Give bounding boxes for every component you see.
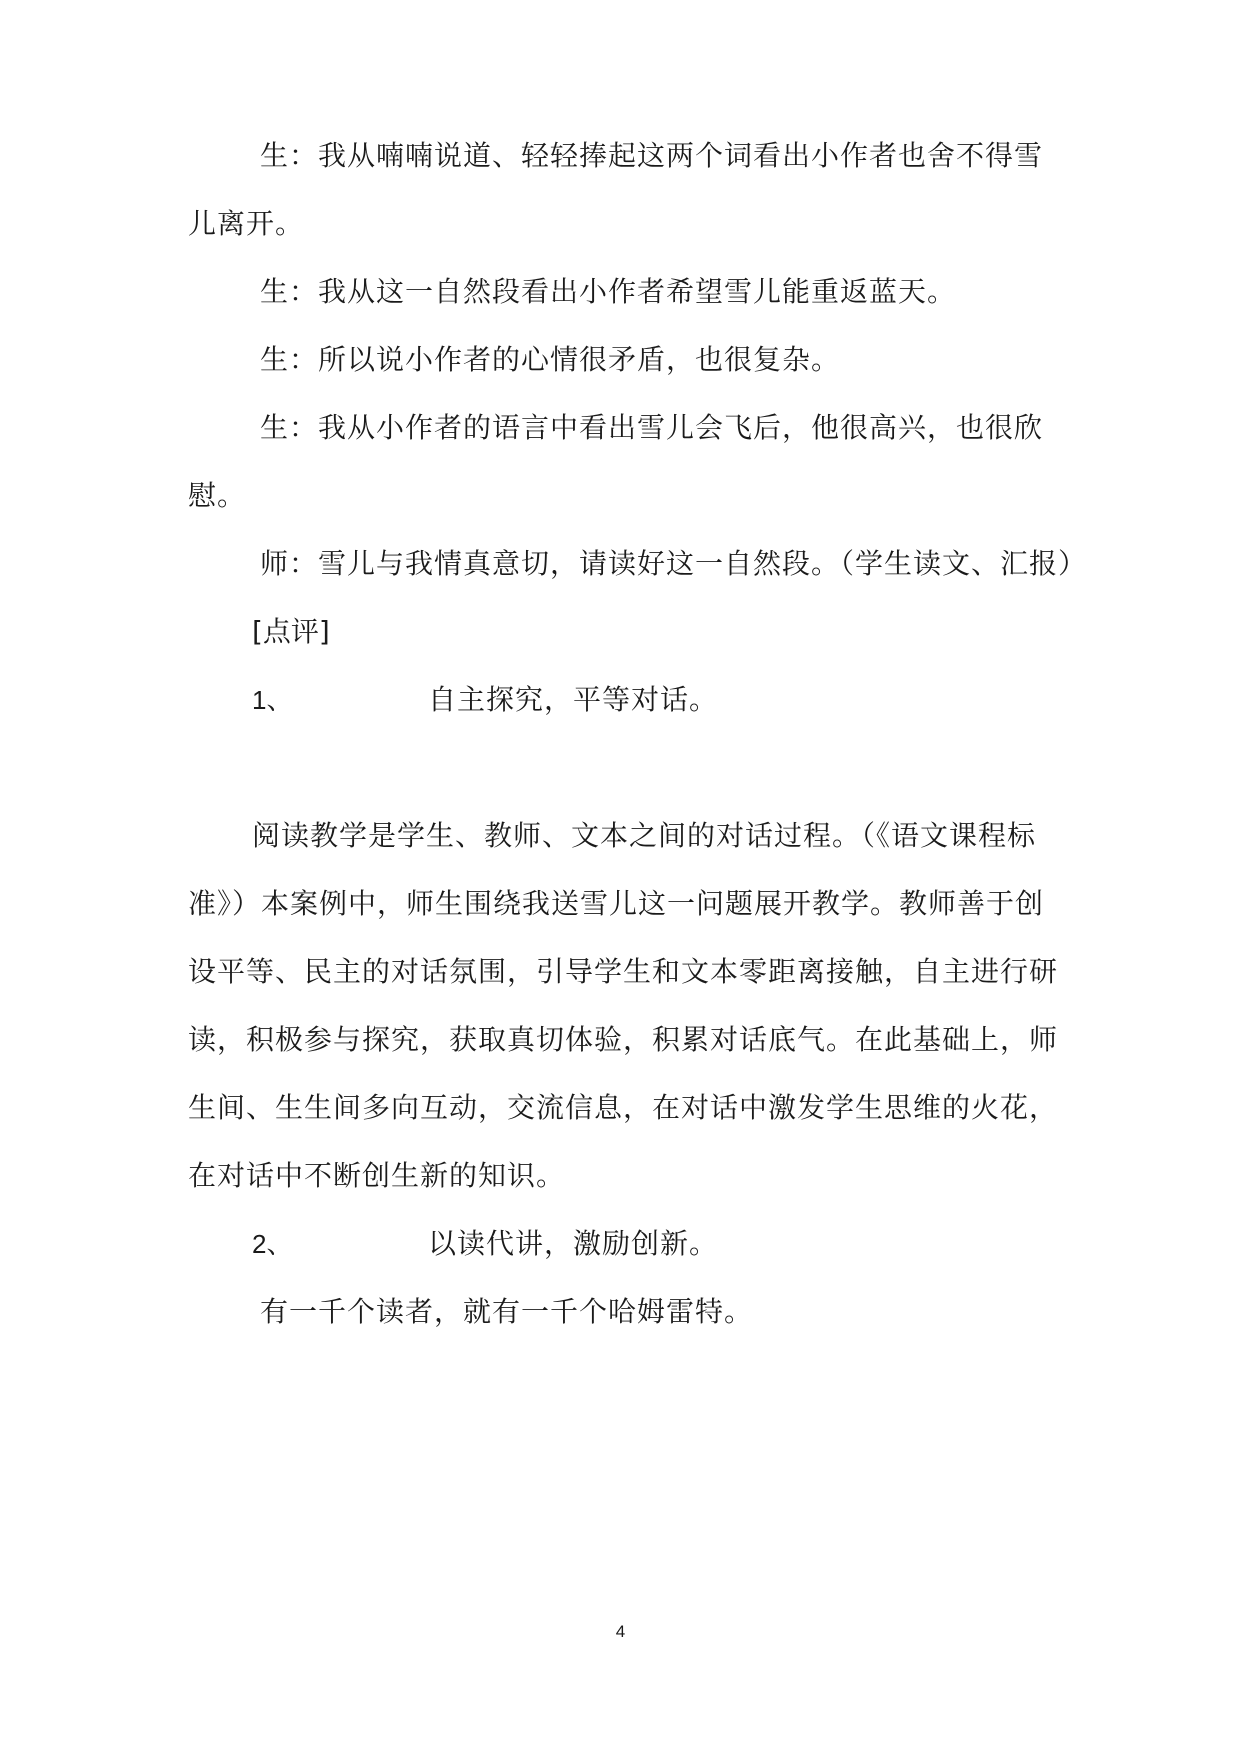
paragraph-line: 读，积极参与探究，获取真切体验，积累对话底气。在此基础上，师 (188, 1023, 1059, 1056)
paragraph-line: 师：雪儿与我情真意切，请读好这一自然段。（学生读文、汇报） (260, 547, 1088, 580)
list-item-heading: 自主探究，平等对话。 (428, 683, 719, 716)
page-number: 4 (615, 1622, 626, 1641)
paragraph-line: 准》）本案例中，师生围绕我送雪儿这一问题展开教学。教师善于创 (188, 887, 1045, 920)
paragraph-line: 在对话中不断创生新的知识。 (188, 1159, 566, 1192)
comment-label: [点评] (252, 615, 330, 648)
list-item-heading: 以读代讲，激励创新。 (428, 1227, 719, 1260)
paragraph-line: 生：所以说小作者的心情很矛盾，也很复杂。 (260, 343, 841, 376)
paragraph-line: 生：我从喃喃说道、轻轻捧起这两个词看出小作者也舍不得雪 (260, 139, 1044, 172)
paragraph-line: 有一千个读者，就有一千个哈姆雷特。 (260, 1295, 754, 1328)
paragraph-line: 儿离开。 (188, 207, 305, 240)
list-item-number: 2、 (252, 1229, 293, 1259)
paragraph-line: 阅读教学是学生、教师、文本之间的对话过程。（《语文课程标 (252, 819, 1037, 852)
paragraph-line: 生：我从这一自然段看出小作者希望雪儿能重返蓝天。 (260, 275, 957, 308)
paragraph-line: 生间、生生间多向互动，交流信息，在对话中激发学生思维的火花， (188, 1091, 1059, 1124)
paragraph-line: 慰。 (188, 479, 247, 512)
paragraph-line: 设平等、民主的对话氛围，引导学生和文本零距离接触，自主进行研 (188, 955, 1059, 988)
list-item-number: 1、 (252, 685, 293, 715)
paragraph-line: 生：我从小作者的语言中看出雪儿会飞后，他很高兴，也很欣 (260, 411, 1044, 444)
